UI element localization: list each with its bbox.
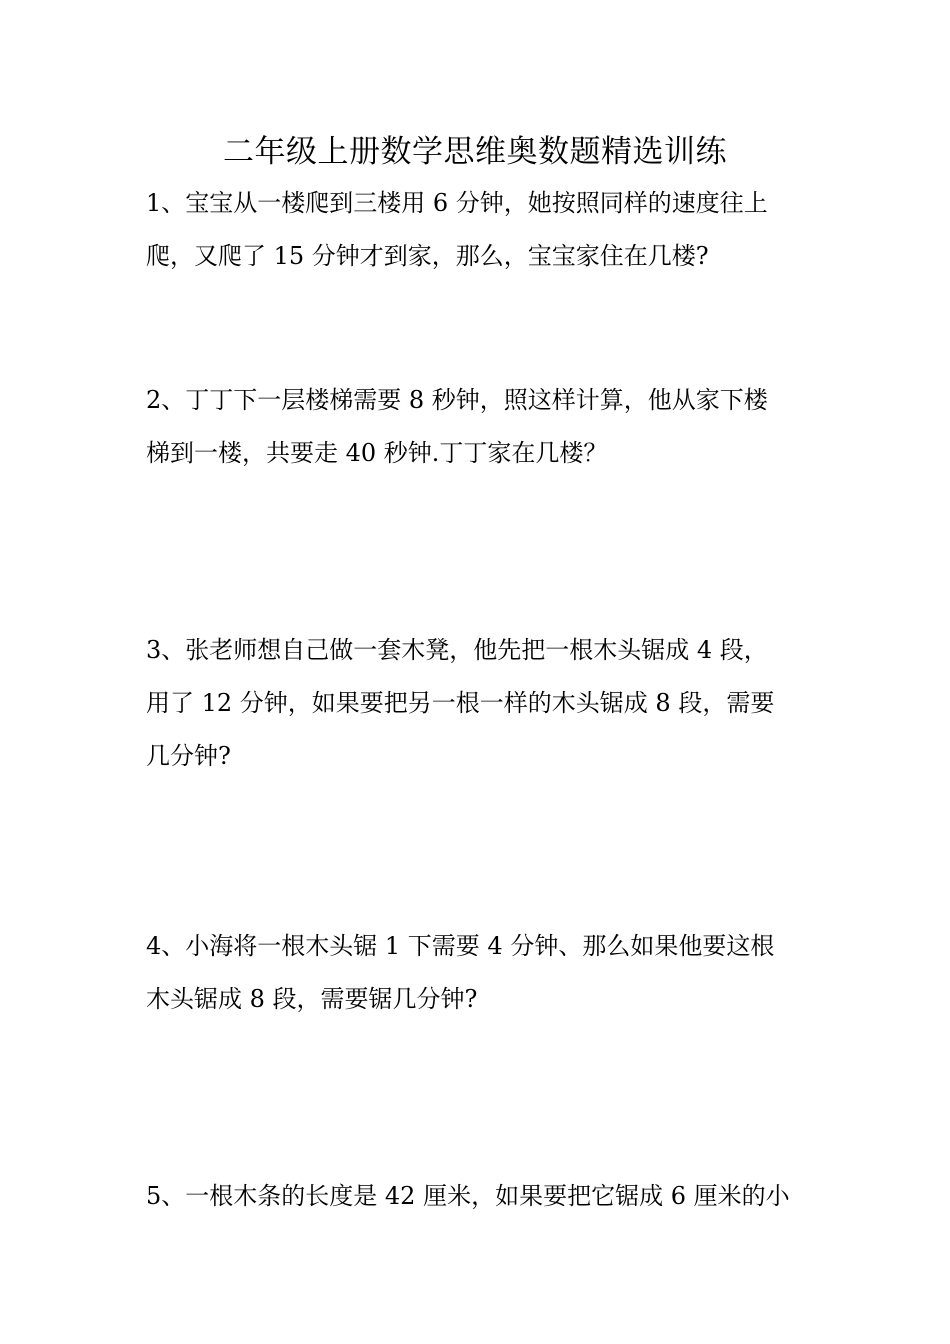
question-2 bbox=[146, 374, 811, 480]
question-1 bbox=[146, 177, 811, 283]
question-3 bbox=[146, 624, 811, 783]
question-3-line-3: 几分钟? bbox=[146, 742, 231, 770]
question-2-line-1: 2、丁丁下一层楼梯需要 8 秒钟，照这样计算，他从家下楼 bbox=[146, 386, 768, 414]
question-4-line-2: 木头锯成 8 段，需要锯几分钟? bbox=[146, 985, 478, 1013]
question-4-line-1: 4、小海将一根木头锯 1 下需要 4 分钟、那么如果他要这根 bbox=[146, 932, 775, 960]
document-title: 二年级上册数学思维奥数题精选训练 bbox=[223, 134, 727, 170]
question-1-line-2: 爬，又爬了 15 分钟才到家，那么，宝宝家住在几楼? bbox=[146, 242, 709, 270]
question-3-line-2: 用了 12 分钟，如果要把另一根一样的木头锯成 8 段，需要 bbox=[146, 689, 775, 717]
question-2-line-2: 梯到一楼，共要走 40 秒钟.丁丁家在几楼？ bbox=[146, 439, 608, 467]
question-5 bbox=[146, 1170, 811, 1223]
question-4 bbox=[146, 920, 811, 1026]
question-1-line-1: 1、宝宝从一楼爬到三楼用 6 分钟，她按照同样的速度往上 bbox=[146, 189, 768, 217]
question-3-line-1: 3、张老师想自己做一套木凳，他先把一根木头锯成 4 段， bbox=[146, 636, 768, 664]
question-5-line-1: 5、一根木条的长度是 42 厘米，如果要把它锯成 6 厘米的小 bbox=[146, 1182, 790, 1210]
